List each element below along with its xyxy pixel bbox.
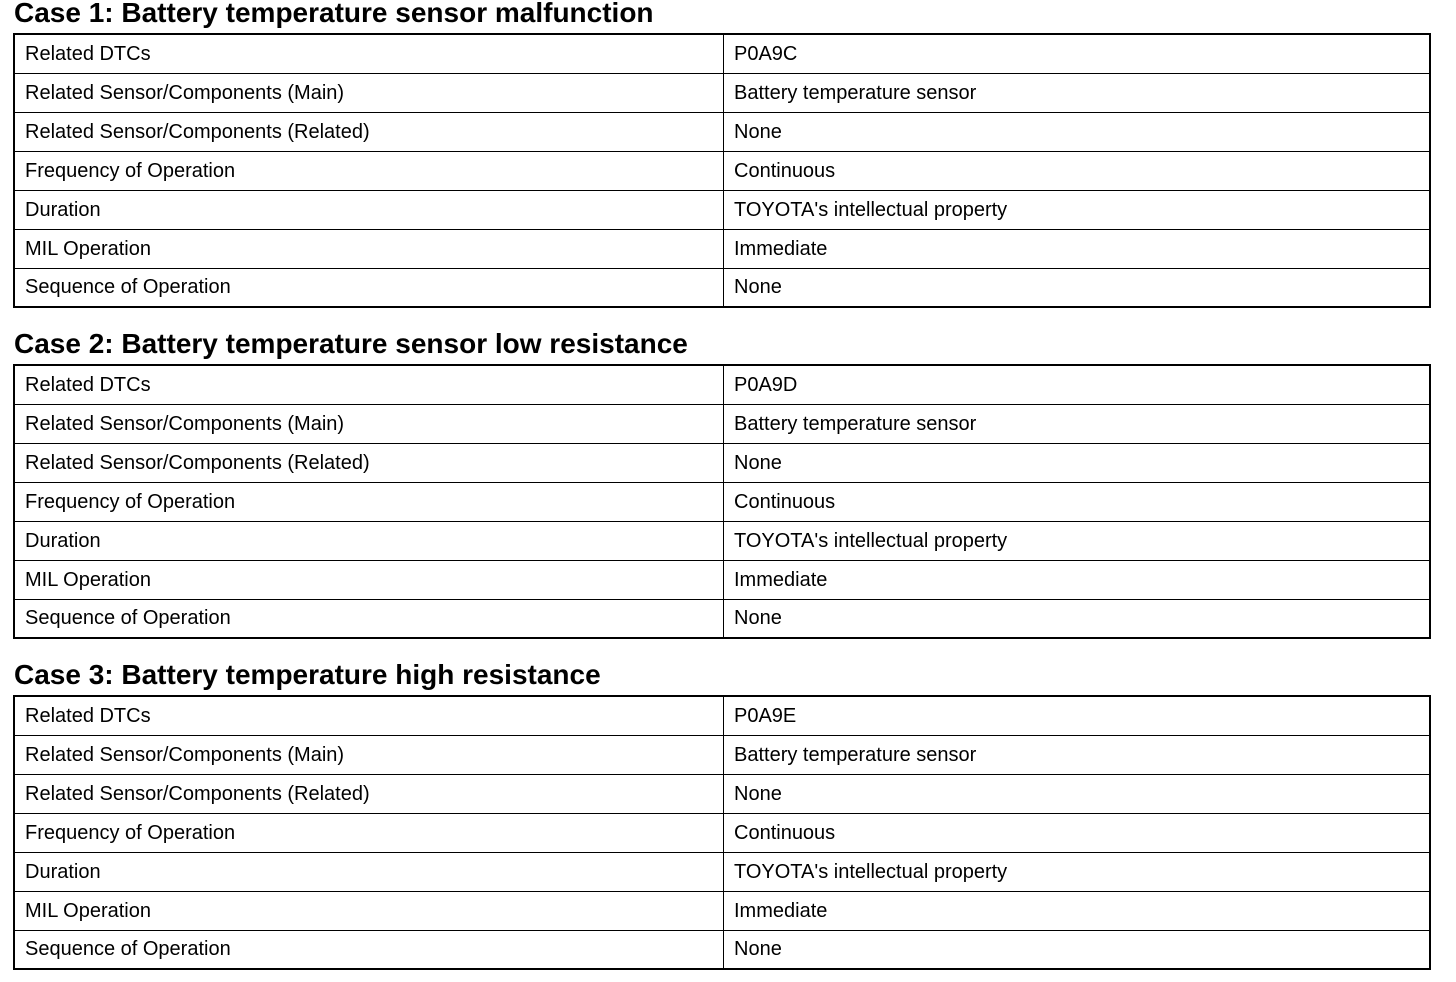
row-value: Battery temperature sensor <box>724 73 1431 112</box>
table-row <box>14 560 1430 599</box>
row-label: Frequency of Operation <box>14 151 724 190</box>
table-row <box>14 73 1430 112</box>
row-label: MIL Operation <box>14 891 724 930</box>
row-label: MIL Operation <box>14 560 724 599</box>
row-value: P0A9C <box>724 34 1431 73</box>
table-row <box>14 443 1430 482</box>
row-label: Duration <box>14 521 724 560</box>
table-row <box>14 930 1430 969</box>
table-row <box>14 774 1430 813</box>
row-value: None <box>724 443 1431 482</box>
case-3-title: Case 3: Battery temperature high resistance <box>14 659 601 690</box>
table-row <box>14 852 1430 891</box>
case-3-table <box>13 695 1431 970</box>
row-label: MIL Operation <box>14 229 724 268</box>
row-label: Sequence of Operation <box>14 930 724 969</box>
table-row <box>14 735 1430 774</box>
row-value: None <box>724 774 1431 813</box>
row-value: P0A9E <box>724 696 1431 735</box>
row-label: Frequency of Operation <box>14 813 724 852</box>
case-1-table <box>13 33 1431 308</box>
row-value: Continuous <box>724 482 1431 521</box>
row-value: Battery temperature sensor <box>724 735 1431 774</box>
table-row <box>14 190 1430 229</box>
row-value: Immediate <box>724 229 1431 268</box>
table-row <box>14 813 1430 852</box>
table-row <box>14 891 1430 930</box>
row-label: Related DTCs <box>14 365 724 404</box>
row-label: Sequence of Operation <box>14 268 724 307</box>
row-value: P0A9D <box>724 365 1431 404</box>
row-value: Continuous <box>724 813 1431 852</box>
row-value: TOYOTA's intellectual property <box>724 190 1431 229</box>
table-row <box>14 34 1430 73</box>
table-row <box>14 696 1430 735</box>
table-row <box>14 599 1430 638</box>
row-value: Immediate <box>724 891 1431 930</box>
table-row <box>14 151 1430 190</box>
table-row <box>14 268 1430 307</box>
table-row <box>14 404 1430 443</box>
table-row <box>14 521 1430 560</box>
row-value: Immediate <box>724 560 1431 599</box>
row-label: Duration <box>14 190 724 229</box>
row-label: Frequency of Operation <box>14 482 724 521</box>
row-label: Related Sensor/Components (Related) <box>14 443 724 482</box>
row-label: Sequence of Operation <box>14 599 724 638</box>
table-row <box>14 229 1430 268</box>
row-label: Related Sensor/Components (Related) <box>14 112 724 151</box>
case-2-title: Case 2: Battery temperature sensor low resistance <box>14 328 688 359</box>
table-row <box>14 112 1430 151</box>
row-value: None <box>724 599 1431 638</box>
row-value: Continuous <box>724 151 1431 190</box>
row-value: None <box>724 268 1431 307</box>
row-value: None <box>724 112 1431 151</box>
row-value: TOYOTA's intellectual property <box>724 521 1431 560</box>
row-label: Related Sensor/Components (Main) <box>14 73 724 112</box>
row-label: Duration <box>14 852 724 891</box>
row-value: Battery temperature sensor <box>724 404 1431 443</box>
case-2-table <box>13 364 1431 639</box>
row-label: Related DTCs <box>14 34 724 73</box>
row-label: Related Sensor/Components (Main) <box>14 735 724 774</box>
row-label: Related Sensor/Components (Related) <box>14 774 724 813</box>
row-label: Related DTCs <box>14 696 724 735</box>
row-label: Related Sensor/Components (Main) <box>14 404 724 443</box>
row-value: TOYOTA's intellectual property <box>724 852 1431 891</box>
case-1-title: Case 1: Battery temperature sensor malfunction <box>14 0 654 28</box>
table-row <box>14 365 1430 404</box>
row-value: None <box>724 930 1431 969</box>
table-row <box>14 482 1430 521</box>
